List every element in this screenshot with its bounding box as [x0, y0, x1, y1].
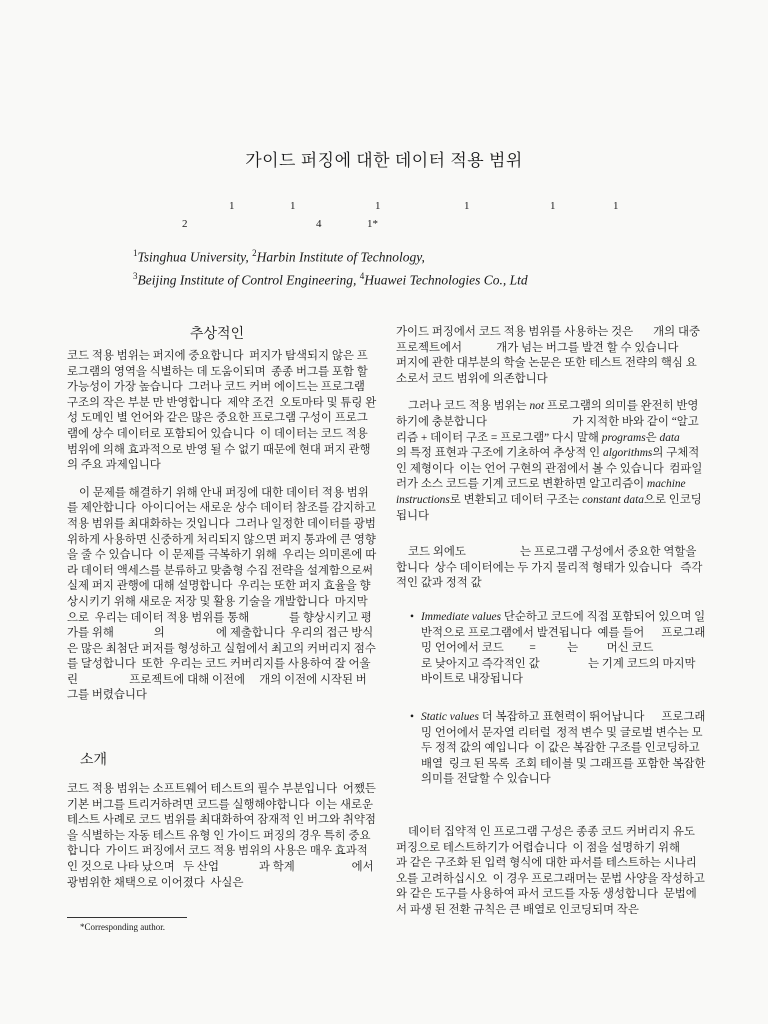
bullet-term: Static values — [421, 710, 479, 723]
bullet-text: 더 복잡하고 표현력이 뛰어납니다 프로그래밍 언어에서 문자열 리터럴 정적 변수 및 글로벌 변수는 모두 정적 값의 예입니다 이 값은 복잡한 구조를 인코딩하고 배열 링크 된 목록 조회 테이블 및 그래프를 포함한 복잡한 의미를 전달할 수 있습니다 — [421, 710, 709, 786]
abstract-paragraph: 이 문제를 해결하기 위해 안내 퍼징에 대한 데이터 적용 범위를 제안합니다 아이디어는 새로운 상수 데이터 참조를 감지하고 적용 범위를 최대화하는 것입니다 그러나 일정한 데이터를 광범위하게 사용하면 신중하게 처리되지 않으면 퍼지 통과에 큰 영향을 줄 수 있습니다 이 문제를 극복하기 위해 우리는 의미론에 따라 데이터 액세스를 분류하고 맞춤형 수집 전략을 설계함으로써 실제 퍼지 관행에 대해 설명합니다 우리는 또한 퍼지 효율을 향상시키기 위해 새로운 저장 및 활용 기술을 개발합니다 마지막으로 우리는 데이터 적용 범위를 통해 를 향상시키고 평가를 위해 의 에 제출합니다 우리의 접근 방식은 많은 최첨단 퍼저를 형성하고 실험에서 최고의 커버리지 점수를 달성합니다 또한 우리는 코드 커버리지를 사용하여 잘 어울린 프로젝트에 대해 이전에 개의 이전에 시작된 버그를 버렸습니다 — [67, 486, 379, 702]
bullet-text: 단순하고 코드에 직접 포함되어 있으며 일반적으로 프로그램에서 발견됩니다 예를 들어 프로그래밍 언어에서 코드 = 는 머신 코드 로 낮아지고 즉각적인 값 는 기계 코드의 마지막 바이트로 내장됩니다 — [421, 611, 731, 686]
aff-sup: 2 — [252, 248, 257, 258]
aff-sup: 4 — [359, 270, 365, 281]
aff-sup: 3 — [133, 270, 138, 281]
bullet-icon: • — [410, 710, 414, 723]
aff-sup: 1 — [133, 248, 138, 258]
body-paragraph: 가이드 퍼징에서 코드 적용 범위를 사용하는 것은 개의 대중 프로젝트에서 개가 넘는 버그를 발견 할 수 있습니다 퍼지에 관한 대부분의 학술 논문은 또한 테스트 전략의 핵심 요소로서 코드 범위에 의존합니다 — [396, 326, 703, 385]
affiliations — [133, 244, 693, 289]
author-mark: 1* — [367, 218, 378, 230]
aff-name: Huawei Technologies Co., Ltd — [364, 272, 528, 287]
body-paragraph: 코드 외에도 는 프로그램 구성에서 중요한 역할을합니다 상수 데이터에는 두 가지 물리적 형태가 있습니다 즉각적인 값과 정적 값 — [396, 546, 703, 590]
author-mark: 2 — [182, 218, 188, 230]
footnote-rule — [67, 917, 187, 918]
aff-name: Tsinghua University, — [137, 249, 253, 265]
right-column-mid — [396, 545, 706, 604]
intro-paragraph: 코드 적용 범위는 소프트웨어 테스트의 필수 부분입니다 어쨌든 기본 버그를 트리거하려면 코드를 실행해야합니다 이는 새로운 테스트 사례로 코드 범위를 최대화하여 잠재적 인 버그와 취약점을 식별하는 자동 테스트 유형 인 가이드 퍼징의 경우 특히 중요합니다 가이드 퍼징에서 코드 적용 범위의 사용은 매우 효과적인 것으로 나타 났으며 두 산업 과 학계 에서 광범위한 채택으로 이어졌다 사실은 — [67, 783, 379, 889]
abstract-heading: 추상적인 — [190, 327, 245, 342]
aff-name: Beijing Institute of Control Engineering, — [137, 272, 360, 287]
list-item — [396, 710, 709, 788]
aff-name: Harbin Institute of Technology, — [256, 249, 425, 265]
author-mark: 1 — [375, 200, 381, 212]
right-column-bottom — [396, 825, 745, 931]
author-mark: 1 — [464, 200, 470, 212]
author-mark: 1 — [613, 200, 619, 212]
affiliation-line — [133, 267, 693, 290]
intro-body — [67, 782, 377, 903]
author-marks-row1 — [0, 200, 768, 216]
right-column-top — [396, 325, 706, 536]
bullet-term: Immediate values — [421, 611, 502, 623]
affiliation-line — [133, 244, 693, 267]
intro-heading: 소개 — [80, 753, 108, 768]
author-marks-row2 — [0, 218, 768, 234]
author-mark: 1 — [229, 200, 235, 212]
author-mark: 1 — [290, 200, 296, 212]
abstract-paragraph: 코드 적용 범위는 퍼지에 중요합니다 퍼지가 탐색되지 않은 프로그램의 영역을 식별하는 데 도움이되며 종종 버그를 포함 할 가능성이 가장 높습니다 그러나 코드 커버 에이드는 프로그램 구조의 작은 부분 만 반영합니다 제약 조건 오토마타 및 튜링 완성 도메인 별 언어와 같은 많은 중요한 프로그램 구성이 프로그램에 상수 데이터로 포함되어 있습니다 이 데이터는 코드 적용 범위에 의해 효과적으로 반영 될 수 없기 때문에 현대 퍼지 관행의 주요 과제입니다 — [67, 350, 377, 472]
bullet-list-container — [396, 610, 731, 810]
body-paragraph: 데이터 집약적 인 프로그램 구성은 종종 코드 커버리지 유도 퍼징으로 테스트하기가 어렵습니다 이 점을 설명하기 위해 과 같은 구조화 된 입력 형식에 대한 파서를 테스트하는 시나리오를 고려하십시오 이 경우 프로그래머는 문법 사양을 작성하고 와 같은 도구를 사용하여 파서 코드를 자동 생성합니다 문법에서 파생 된 전환 규칙은 큰 배열로 인코딩되며 작은 — [396, 826, 745, 916]
bullet-list — [396, 610, 731, 788]
author-mark: 4 — [316, 218, 322, 230]
abstract-body — [67, 349, 377, 716]
footnote: *Corresponding author. — [80, 922, 165, 932]
list-item — [396, 610, 731, 688]
paper-title: 가이드 퍼징에 대한 데이터 적용 범위 — [245, 151, 523, 170]
body-paragraph: 그러나 코드 적용 범위는 not 프로그램의 의미를 완전히 반영하기에 충분합니다 가 지적한 바와 같이 “알고리즘 + 데이터 구조 = 프로그램” 다시 말해 programs은 data 의 특정 표현과 구조에 기초하여 추상적 인 algorithms의 구체적인 제형이다 이는 언어 구현의 관점에서 볼 수 있습니다 컴파일러가 소스 코드를 기계 코드로 변환하면 알고리즘이 machine instructions로 변환되고 데이터 구조는 constant data으로 인코딩됩니다 — [396, 400, 703, 522]
bullet-icon: • — [410, 611, 414, 623]
author-mark: 1 — [550, 200, 556, 212]
